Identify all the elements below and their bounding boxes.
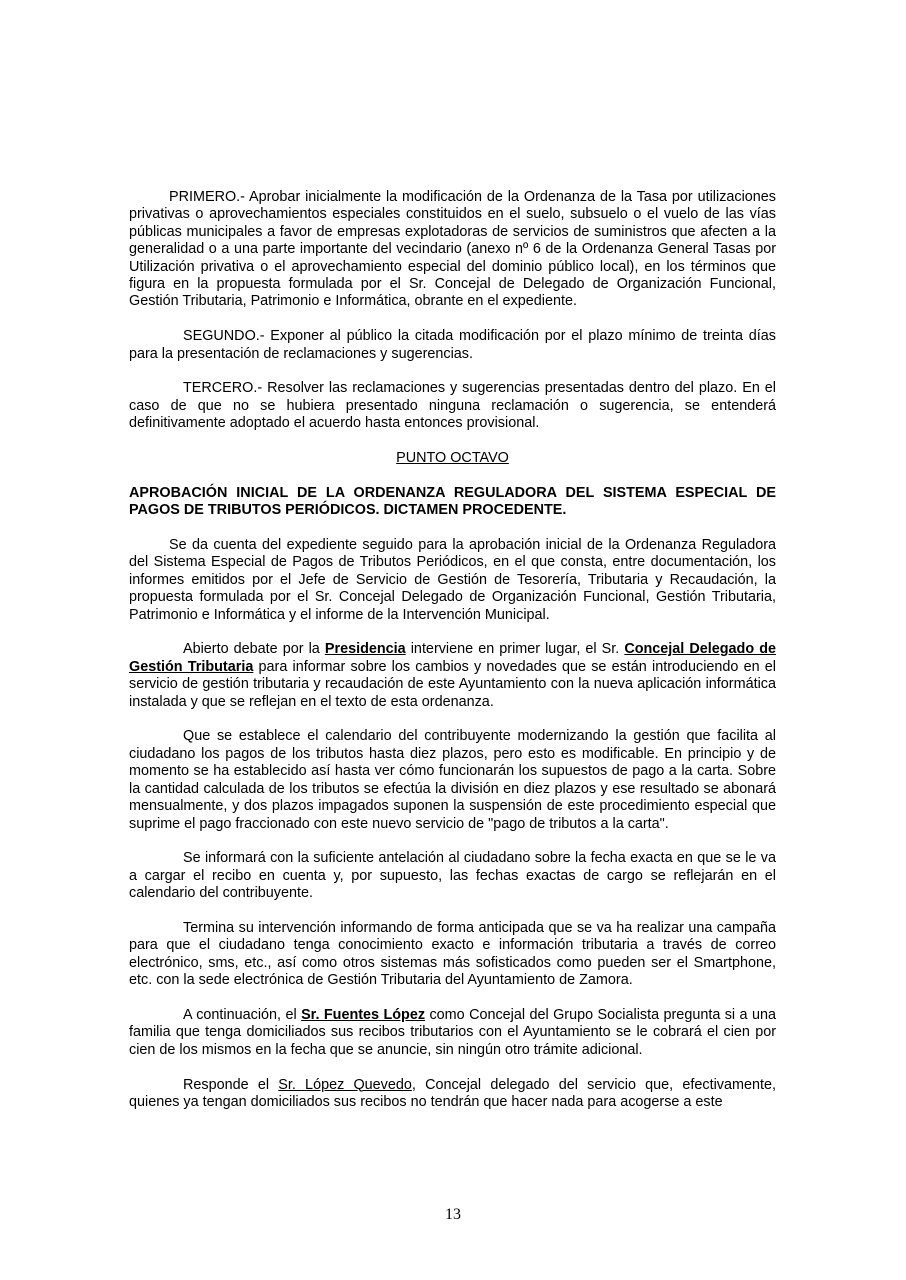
document-body <box>129 189 776 1129</box>
responde-text-1: Responde el <box>183 1076 279 1093</box>
punto-octavo-label: PUNTO OCTAVO <box>396 450 509 467</box>
responde-text-2: , Concejal delegado del servicio que, efectivamente, quienes ya tengan domiciliados sus recibos no tendrán que hacer nada para acogerse a este <box>129 1076 776 1110</box>
continuacion-text-2: como Concejal del Grupo Socialista pregunta si a una familia que tenga domiciliados sus recibos tributarios con el Ayuntamiento se le cobrará el cien por cien de los mismos en la fecha que se anuncie, sin ningún otro trámite adicional. <box>129 1006 776 1058</box>
speaker-fuentes-lopez: Sr. Fuentes López <box>301 1006 426 1023</box>
section-title-punto-octavo <box>129 450 776 467</box>
paragraph-abierto-debate <box>129 641 776 711</box>
paragraph-informara: Se informará con la suficiente antelación al ciudadano sobre la fecha exacta en que se le va a cargar el recibo en cuenta y, por supuesto, las fechas exactas de cargo se reflejarán en el calendario del contribuyente. <box>129 850 776 902</box>
section-heading: APROBACIÓN INICIAL DE LA ORDENANZA REGULADORA DEL SISTEMA ESPECIAL DE PAGOS DE TRIBUTOS PERIÓDICOS. DICTAMEN PROCEDENTE. <box>129 484 776 519</box>
abierto-text-2: interviene en primer lugar, el Sr. <box>405 641 625 658</box>
paragraph-tercero: TERCERO.- Resolver las reclamaciones y sugerencias presentadas dentro del plazo. En el caso de que no se hubiera presentado ninguna reclamación o sugerencia, se entenderá definitivamente adoptado el acuerdo hasta entonces provisional. <box>129 380 776 432</box>
paragraph-primero: PRIMERO.- Aprobar inicialmente la modificación de la Ordenanza de la Tasa por utilizaciones privativas o aprovechamientos especiales constituidos en el suelo, subsuelo o el vuelo de las vías públicas municipales a favor de empresas explotadoras de servicios de suministros que afecten a la generalidad o a una parte importante del vecindario (anexo nº 6 de la Ordenanza General Tasas por Utilización privativa o el aprovechamiento especial del dominio público local), en los términos que figura en la propuesta formulada por el Sr. Concejal de Delegado de Organización Funcional, Gestión Tributaria, Patrimonio e Informática, obrante en el expediente. <box>129 189 776 310</box>
paragraph-calendario: Que se establece el calendario del contribuyente modernizando la gestión que facilita al ciudadano los pagos de los tributos hasta diez plazos, pero esto es modificable. En principio y de momento se ha establecido así hasta ver cómo funcionarán los supuestos de pago a la carta. Sobre la cantidad calculada de los tributos se efectúa la división en diez plazos y ese resultado se abonará mensualmente, y dos plazos impagados suponen la suspensión de este procedimiento especial que suprime el pago fraccionado con este nuevo servicio de "pago de tributos a la carta". <box>129 728 776 832</box>
paragraph-segundo: SEGUNDO.- Exponer al público la citada modificación por el plazo mínimo de treinta días para la presentación de reclamaciones y sugerencias. <box>129 328 776 362</box>
paragraph-termina: Termina su intervención informando de forma anticipada que se va ha realizar una campaña para que el ciudadano tenga conocimiento exacto e información tributaria a través de correo electrónico, sms, etc., así como otros sistemas más sofisticados como pueden ser el Smartphone, etc. con la sede electrónica de Gestión Tributaria del Ayuntamiento de Zamora. <box>129 919 776 989</box>
paragraph-se-da-cuenta: Se da cuenta del expediente seguido para la aprobación inicial de la Ordenanza Reguladora del Sistema Especial de Pagos de Tributos Periódicos, en el que consta, entre documentación, los informes emitidos por el Jefe de Servicio de Gestión de Tesorería, Tributaria y Recaudación, la propuesta formulada por el Sr. Concejal Delegado de Organización Funcional, Gestión Tributaria, Patrimonio e Informática y el informe de la Intervención Municipal. <box>129 537 776 623</box>
abierto-text-3: para informar sobre los cambios y novedades que se están introduciendo en el servicio de gestión tributaria y recaudación de este Ayuntamiento con la nueva aplicación informática instalada y que se reflejan en el texto de esta ordenanza. <box>129 658 776 710</box>
abierto-text-1: Abierto debate por la <box>183 641 325 658</box>
paragraph-responde <box>129 1077 776 1112</box>
paragraph-continuacion <box>129 1007 776 1059</box>
page-number: 13 <box>445 1206 461 1223</box>
speaker-lopez-quevedo: Sr. López Quevedo <box>278 1076 412 1093</box>
continuacion-text-1: A continuación, el <box>183 1006 302 1023</box>
speaker-presidencia: Presidencia <box>324 641 406 658</box>
speaker-concejal-delegado: Concejal Delegado de Gestión Tributaria <box>129 641 776 675</box>
